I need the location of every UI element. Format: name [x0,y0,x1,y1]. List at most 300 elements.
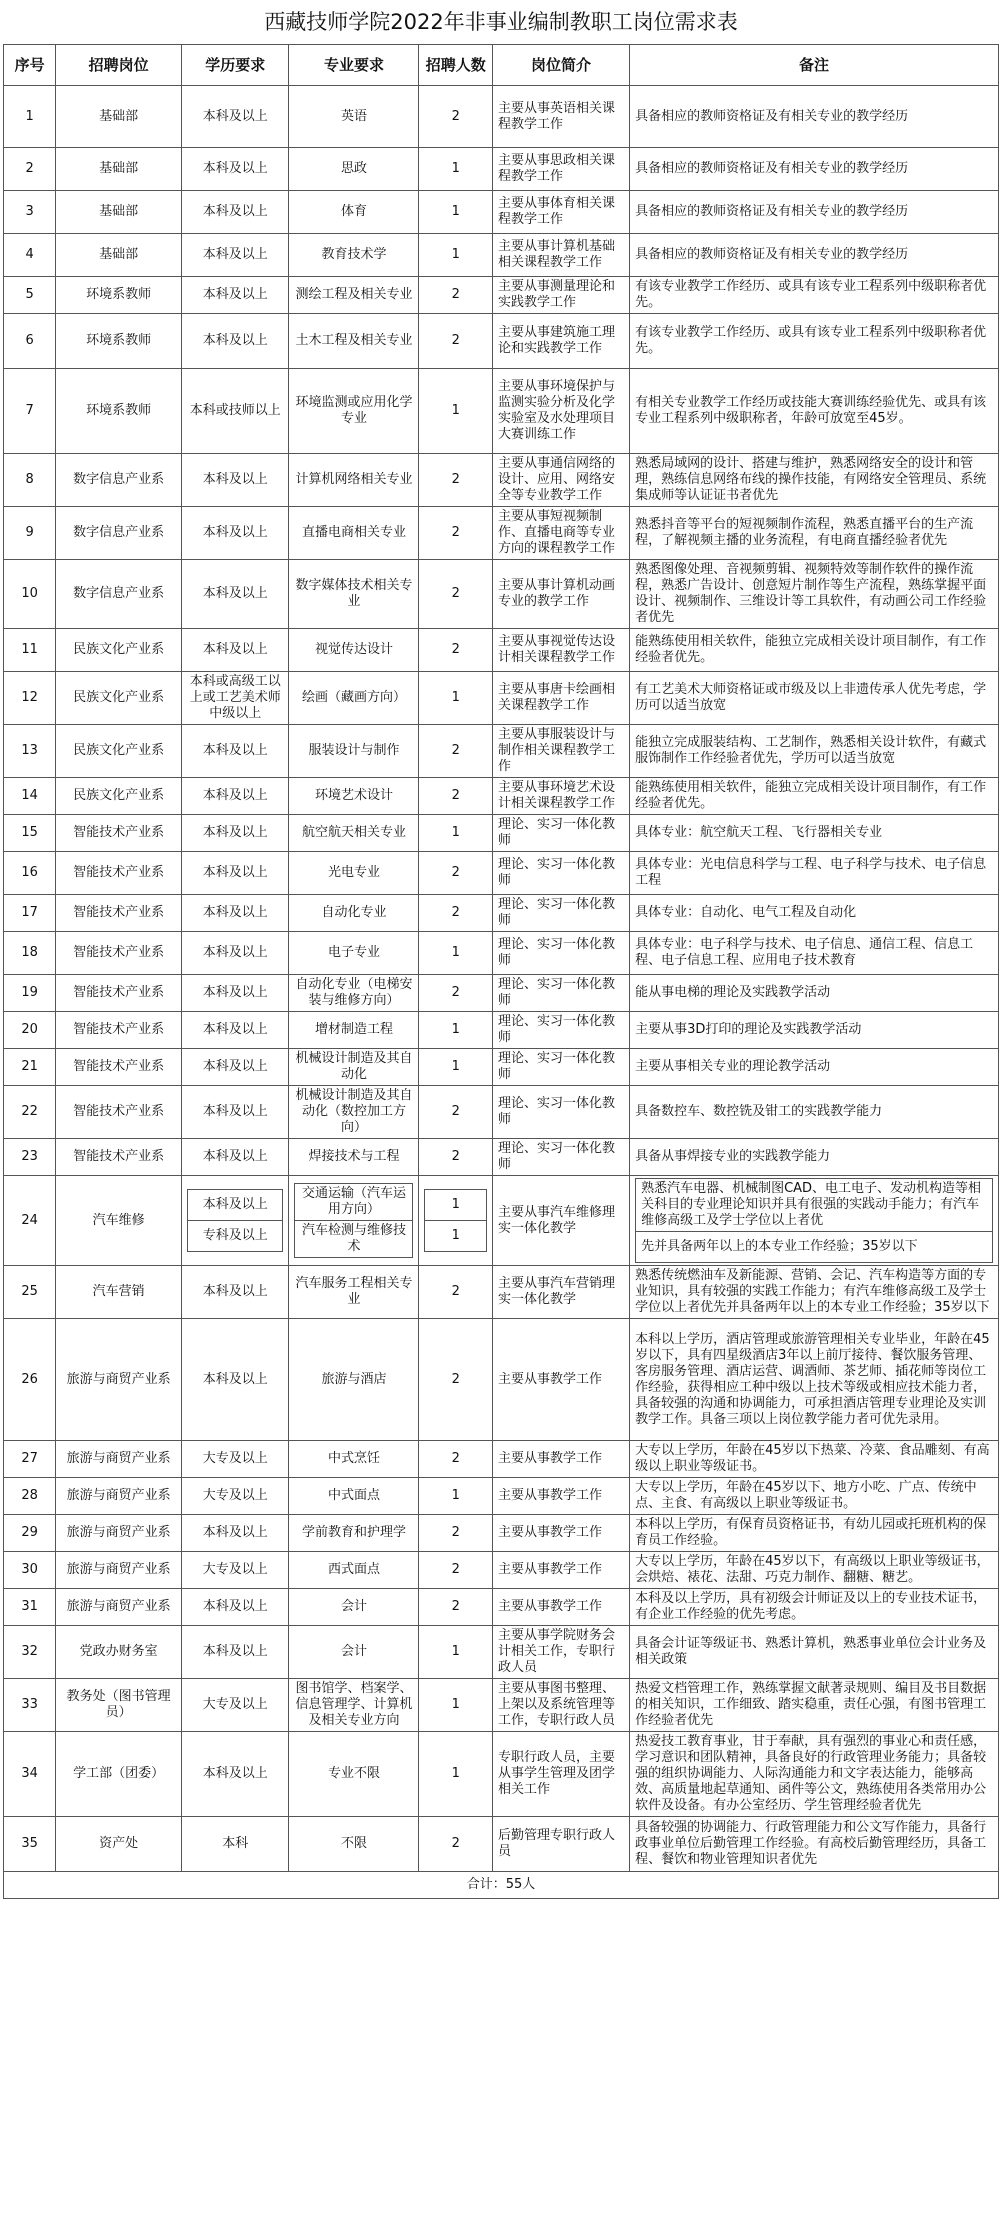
row-count: 2 [419,778,492,815]
row-no: 10 [4,560,56,629]
row-count: 1 [419,234,492,277]
row-edu: 本科及以上 [182,975,289,1012]
row-major: 图书馆学、档案学、信息管理学、计算机及相关专业方向 [289,1679,419,1732]
row-post: 旅游与商贸产业系 [56,1441,182,1478]
row-edu: 大专及以上 [182,1478,289,1515]
row-intro: 主要从事环境保护与监测实验分析及化学实验室及水处理项目大赛训练工作 [492,369,629,454]
row-note: 大专以上学历，年龄在45岁以下热菜、冷菜、食品雕刻、有高级以上职业等级证书。 [630,1441,999,1478]
row-intro: 主要从事教学工作 [492,1515,629,1552]
split-major [294,1183,413,1258]
row-count-split [419,1176,492,1266]
row-major: 焊接技术与工程 [289,1139,419,1176]
row-no: 29 [4,1515,56,1552]
row-no: 5 [4,277,56,314]
row-major: 自动化专业 [289,895,419,932]
row-count: 1 [419,1732,492,1817]
row-note: 主要从事3D打印的理论及实践教学活动 [630,1012,999,1049]
row-no: 25 [4,1266,56,1319]
row-count: 2 [419,560,492,629]
row-edu-split [182,1176,289,1266]
row-no: 1 [4,86,56,148]
row-intro: 主要从事短视频制作、直播电商等专业方向的课程教学工作 [492,507,629,560]
row-note: 热爱文档管理工作，熟练掌握文献著录规则、编目及书目数据的相关知识，工作细致、踏实稳重，责任心强，有图书管理工作经验者优先 [630,1679,999,1732]
row-note: 具备相应的教师资格证及有相关专业的教学经历 [630,86,999,148]
row-intro: 主要从事学院财务会计相关工作，专职行政人员 [492,1626,629,1679]
row-count: 2 [419,1515,492,1552]
row-post: 智能技术产业系 [56,1012,182,1049]
row-note: 热爱技工教育事业，甘于奉献，具有强烈的事业心和责任感，学习意识和团队精神，具备良好的行政管理业务能力；具备较强的组织协调能力、人际沟通能力和文字表达能力，能够高效、高质量地起草通知、函件等公文，熟练使用各类常用办公软件及设备。有办公室经历、学生管理经验者优先 [630,1732,999,1817]
row-major: 教育技术学 [289,234,419,277]
split-edu [187,1189,283,1252]
table-row [4,507,999,560]
row-major: 航空航天相关专业 [289,815,419,852]
row-note: 具备较强的协调能力、行政管理能力和公文写作能力，具备行政事业单位后勤管理工作经验。有高校后勤管理经历，具备工程、餐饮和物业管理知识者优先 [630,1817,999,1872]
row-post: 教务处（图书管理员） [56,1679,182,1732]
header-major: 专业要求 [289,45,419,86]
row-edu: 本科及以上 [182,454,289,507]
table-row [4,1552,999,1589]
recruitment-table [3,44,999,1899]
row-major: 体育 [289,191,419,234]
row-major: 中式面点 [289,1478,419,1515]
row-post: 民族文化产业系 [56,778,182,815]
row-no: 8 [4,454,56,507]
row-count: 2 [419,1266,492,1319]
row-count: 2 [419,86,492,148]
row-no: 6 [4,314,56,369]
table-row [4,1478,999,1515]
row-intro: 理论、实习一体化教师 [492,1139,629,1176]
row-intro: 主要从事英语相关课程教学工作 [492,86,629,148]
header-post: 招聘岗位 [56,45,182,86]
row-intro: 理论、实习一体化教师 [492,975,629,1012]
row-edu: 本科 [182,1817,289,1872]
table-row [4,1589,999,1626]
row-major: 西式面点 [289,1552,419,1589]
row-note: 能熟练使用相关软件，能独立完成相关设计项目制作，有工作经验者优先。 [630,629,999,672]
row-post: 智能技术产业系 [56,932,182,975]
row-count: 2 [419,725,492,778]
row-note: 具体专业：航空航天工程、飞行器相关专业 [630,815,999,852]
row-intro: 主要从事教学工作 [492,1319,629,1441]
row-count: 2 [419,1086,492,1139]
row-no: 35 [4,1817,56,1872]
row-note: 具备相应的教师资格证及有相关专业的教学经历 [630,191,999,234]
row-intro: 主要从事服装设计与制作相关课程教学工作 [492,725,629,778]
row-intro: 主要从事教学工作 [492,1589,629,1626]
row-major: 服装设计与制作 [289,725,419,778]
row-note: 有该专业教学工作经历、或具有该专业工程系列中级职称者优先。 [630,277,999,314]
row-major: 测绘工程及相关专业 [289,277,419,314]
row-edu: 本科及以上 [182,234,289,277]
row-major: 英语 [289,86,419,148]
row-note: 具体专业：电子科学与技术、电子信息、通信工程、信息工程、电子信息工程、应用电子技术教育 [630,932,999,975]
row-post: 智能技术产业系 [56,852,182,895]
row-note: 大专以上学历，年龄在45岁以下、地方小吃、广点、传统中点、主食、有高级以上职业等级证书。 [630,1478,999,1515]
row-intro: 后勤管理专职行政人员 [492,1817,629,1872]
row-major: 增材制造工程 [289,1012,419,1049]
row-major: 学前教育和护理学 [289,1515,419,1552]
row-post: 环境系教师 [56,369,182,454]
row-edu: 本科及以上 [182,895,289,932]
table-row [4,932,999,975]
row-post: 旅游与商贸产业系 [56,1552,182,1589]
row-note: 熟悉图像处理、音视频剪辑、视频特效等制作软件的操作流程，熟悉广告设计、创意短片制作等生产流程，熟练掌握平面设计、视频制作、三维设计等工具软件，有动画公司工作经验者优先 [630,560,999,629]
row-intro: 主要从事汽车维修理实一体化教学 [492,1176,629,1266]
row-edu: 本科及以上 [182,314,289,369]
split-major-value: 交通运输（汽车运用方向） [295,1184,413,1221]
row-intro: 主要从事通信网络的设计、应用、网络安全等专业教学工作 [492,454,629,507]
table-row [4,1139,999,1176]
row-edu: 本科或高级工以上或工艺美术师中级以上 [182,672,289,725]
row-edu: 本科及以上 [182,629,289,672]
row-major: 电子专业 [289,932,419,975]
table-row [4,1817,999,1872]
row-note: 熟悉局域网的设计、搭建与维护，熟悉网络安全的设计和管理，熟练信息网络布线的操作技能，有网络安全管理员、系统集成师等认证证书者优先 [630,454,999,507]
row-intro: 专职行政人员，主要从事学生管理及团学相关工作 [492,1732,629,1817]
row-intro: 主要从事建筑施工理论和实践教学工作 [492,314,629,369]
row-major: 绘画（藏画方向） [289,672,419,725]
row-count: 1 [419,191,492,234]
header-count: 招聘人数 [419,45,492,86]
table-row [4,895,999,932]
row-no: 31 [4,1589,56,1626]
table-row [4,725,999,778]
row-intro: 主要从事唐卡绘画相关课程教学工作 [492,672,629,725]
row-intro: 理论、实习一体化教师 [492,1012,629,1049]
row-post: 环境系教师 [56,314,182,369]
header-edu: 学历要求 [182,45,289,86]
row-count: 1 [419,932,492,975]
row-count: 2 [419,629,492,672]
row-post: 民族文化产业系 [56,672,182,725]
row-note: 能熟练使用相关软件，能独立完成相关设计项目制作，有工作经验者优先。 [630,778,999,815]
split-edu-value: 本科及以上 [188,1190,283,1221]
row-post: 数字信息产业系 [56,507,182,560]
row-note: 具备会计证等级证书、熟悉计算机，熟悉事业单位会计业务及相关政策 [630,1626,999,1679]
row-intro: 主要从事计算机动画专业的教学工作 [492,560,629,629]
row-note: 具备从事焊接专业的实践教学能力 [630,1139,999,1176]
row-no: 17 [4,895,56,932]
table-row [4,1176,999,1266]
row-post: 党政办财务室 [56,1626,182,1679]
row-post: 汽车营销 [56,1266,182,1319]
row-intro: 理论、实习一体化教师 [492,852,629,895]
row-note: 具体专业：光电信息科学与工程、电子科学与技术、电子信息工程 [630,852,999,895]
row-no: 12 [4,672,56,725]
table-row [4,1732,999,1817]
row-major-split [289,1176,419,1266]
row-intro: 理论、实习一体化教师 [492,1086,629,1139]
row-no: 33 [4,1679,56,1732]
row-count: 2 [419,1552,492,1589]
row-no: 18 [4,932,56,975]
row-major: 自动化专业（电梯安装与维修方向） [289,975,419,1012]
row-major: 中式烹饪 [289,1441,419,1478]
row-post: 资产处 [56,1817,182,1872]
table-row [4,234,999,277]
row-no: 26 [4,1319,56,1441]
row-intro: 理论、实习一体化教师 [492,815,629,852]
row-count: 2 [419,975,492,1012]
row-no: 2 [4,148,56,191]
row-intro: 主要从事思政相关课程教学工作 [492,148,629,191]
row-edu: 本科或技师以上 [182,369,289,454]
row-note: 具备数控车、数控铣及钳工的实践教学能力 [630,1086,999,1139]
row-no: 16 [4,852,56,895]
row-post: 数字信息产业系 [56,454,182,507]
total-cell: 合计：55人 [4,1872,999,1899]
row-post: 旅游与商贸产业系 [56,1478,182,1515]
row-count: 2 [419,314,492,369]
row-edu: 本科及以上 [182,932,289,975]
row-edu: 本科及以上 [182,507,289,560]
row-post: 旅游与商贸产业系 [56,1589,182,1626]
row-edu: 本科及以上 [182,1589,289,1626]
row-no: 30 [4,1552,56,1589]
row-edu: 本科及以上 [182,1319,289,1441]
split-edu-value: 专科及以上 [188,1221,283,1252]
row-major: 思政 [289,148,419,191]
row-intro: 主要从事教学工作 [492,1441,629,1478]
row-major: 计算机网络相关专业 [289,454,419,507]
table-row [4,1319,999,1441]
row-post: 基础部 [56,234,182,277]
table-row [4,672,999,725]
row-no: 15 [4,815,56,852]
split-note-value: 先并具备两年以上的本专业工作经验；35岁以下 [636,1232,993,1263]
row-edu: 本科及以上 [182,1732,289,1817]
row-edu: 本科及以上 [182,1515,289,1552]
row-no: 4 [4,234,56,277]
header-intro: 岗位简介 [492,45,629,86]
row-intro: 主要从事环境艺术设计相关课程教学工作 [492,778,629,815]
row-no: 11 [4,629,56,672]
row-no: 27 [4,1441,56,1478]
table-row [4,1515,999,1552]
row-no: 13 [4,725,56,778]
row-edu: 本科及以上 [182,778,289,815]
split-count-value: 1 [425,1190,486,1221]
row-edu: 本科及以上 [182,86,289,148]
row-edu: 大专及以上 [182,1552,289,1589]
row-edu: 本科及以上 [182,1012,289,1049]
row-count: 2 [419,454,492,507]
split-note-value: 熟悉汽车电器、机械制图CAD、电工电子、发动机构造等相关科目的专业理论知识并具有很强的实践动手能力；有汽车维修高级工及学士学位以上者优 [636,1179,993,1232]
header-no: 序号 [4,45,56,86]
row-no: 22 [4,1086,56,1139]
row-count: 1 [419,369,492,454]
row-intro: 理论、实习一体化教师 [492,932,629,975]
row-note: 具备相应的教师资格证及有相关专业的教学经历 [630,234,999,277]
table-row [4,560,999,629]
table-row [4,1266,999,1319]
row-count: 1 [419,148,492,191]
row-post: 汽车维修 [56,1176,182,1266]
row-post: 数字信息产业系 [56,560,182,629]
header-note: 备注 [630,45,999,86]
table-row [4,1049,999,1086]
table-row [4,1679,999,1732]
row-no: 21 [4,1049,56,1086]
table-row [4,86,999,148]
row-major: 环境艺术设计 [289,778,419,815]
row-intro: 主要从事图书整理、上架以及系统管理等工作，专职行政人员 [492,1679,629,1732]
row-count: 1 [419,1679,492,1732]
row-intro: 主要从事教学工作 [492,1552,629,1589]
total-row [4,1872,999,1899]
row-major: 土木工程及相关专业 [289,314,419,369]
table-row [4,975,999,1012]
row-no: 28 [4,1478,56,1515]
row-edu: 本科及以上 [182,1626,289,1679]
row-no: 20 [4,1012,56,1049]
row-no: 34 [4,1732,56,1817]
row-intro: 主要从事测量理论和实践教学工作 [492,277,629,314]
row-post: 民族文化产业系 [56,725,182,778]
row-note: 有工艺美术大师资格证或市级及以上非遗传承人优先考虑，学历可以适当放宽 [630,672,999,725]
row-note: 能从事电梯的理论及实践教学活动 [630,975,999,1012]
row-post: 智能技术产业系 [56,975,182,1012]
row-note: 具体专业：自动化、电气工程及自动化 [630,895,999,932]
row-intro: 主要从事教学工作 [492,1478,629,1515]
row-note: 本科以上学历，酒店管理或旅游管理相关专业毕业，年龄在45岁以下，具有四星级酒店3年以上前厅接待、餐饮服务管理、客房服务管理、酒店运营、调酒师、茶艺师、插花师等岗位工作经验，获得相应工种中级以上技术等级或相应技术能力者，具备较强的沟通和协调能力，可承担酒店管理专业理论及实训教学工作。具备三项以上岗位教学能力者可优先录用。 [630,1319,999,1441]
row-note: 熟悉抖音等平台的短视频制作流程，熟悉直播平台的生产流程，了解视频主播的业务流程，有电商直播经验者优先 [630,507,999,560]
row-edu: 本科及以上 [182,191,289,234]
table-row [4,1086,999,1139]
row-edu: 本科及以上 [182,1049,289,1086]
row-post: 智能技术产业系 [56,815,182,852]
row-post: 环境系教师 [56,277,182,314]
row-intro: 主要从事汽车营销理实一体化教学 [492,1266,629,1319]
table-row [4,314,999,369]
table-row [4,1626,999,1679]
row-count: 1 [419,1049,492,1086]
row-major: 机械设计制造及其自动化（数控加工方向） [289,1086,419,1139]
row-edu: 本科及以上 [182,560,289,629]
row-edu: 大专及以上 [182,1441,289,1478]
row-edu: 大专及以上 [182,1679,289,1732]
row-post: 学工部（团委） [56,1732,182,1817]
row-count: 2 [419,1319,492,1441]
row-intro: 理论、实习一体化教师 [492,1049,629,1086]
row-post: 智能技术产业系 [56,895,182,932]
row-major: 数字媒体技术相关专业 [289,560,419,629]
table-row [4,454,999,507]
row-count: 1 [419,672,492,725]
row-edu: 本科及以上 [182,148,289,191]
row-edu: 本科及以上 [182,815,289,852]
row-post: 民族文化产业系 [56,629,182,672]
row-count: 2 [419,1441,492,1478]
row-major: 直播电商相关专业 [289,507,419,560]
row-note-split [630,1176,999,1266]
row-count: 1 [419,1478,492,1515]
row-major: 光电专业 [289,852,419,895]
row-intro: 主要从事体育相关课程教学工作 [492,191,629,234]
row-intro: 理论、实习一体化教师 [492,895,629,932]
row-post: 旅游与商贸产业系 [56,1319,182,1441]
row-post: 基础部 [56,191,182,234]
row-edu: 本科及以上 [182,1086,289,1139]
row-edu: 本科及以上 [182,277,289,314]
row-major: 视觉传达设计 [289,629,419,672]
row-major: 不限 [289,1817,419,1872]
row-edu: 本科及以上 [182,1139,289,1176]
row-count: 2 [419,1817,492,1872]
row-post: 智能技术产业系 [56,1049,182,1086]
header-row [4,45,999,86]
row-note: 主要从事相关专业的理论教学活动 [630,1049,999,1086]
row-count: 1 [419,1012,492,1049]
row-no: 32 [4,1626,56,1679]
split-count-value: 1 [425,1221,486,1252]
row-note: 本科及以上学历，具有初级会计师证及以上的专业技术证书，有企业工作经验的优先考虑。 [630,1589,999,1626]
row-note: 本科以上学历，有保育员资格证书，有幼儿园或托班机构的保育员工作经验。 [630,1515,999,1552]
split-major-value: 汽车检测与维修技术 [295,1221,413,1258]
row-major: 汽车服务工程相关专业 [289,1266,419,1319]
row-post: 智能技术产业系 [56,1139,182,1176]
row-note: 能独立完成服装结构、工艺制作，熟悉相关设计软件，有藏式服饰制作工作经验者优先，学历可以适当放宽 [630,725,999,778]
row-no: 14 [4,778,56,815]
table-row [4,815,999,852]
row-no: 24 [4,1176,56,1266]
row-no: 9 [4,507,56,560]
row-no: 19 [4,975,56,1012]
row-edu: 本科及以上 [182,725,289,778]
table-row [4,629,999,672]
row-note: 熟悉传统燃油车及新能源、营销、会记、汽车构造等方面的专业知识，具有较强的实践工作能力；有汽车维修高级工及学士学位以上者优先并具备两年以上的本专业工作经验；35岁以下 [630,1266,999,1319]
row-count: 2 [419,277,492,314]
row-edu: 本科及以上 [182,852,289,895]
row-post: 智能技术产业系 [56,1086,182,1139]
row-note: 具备相应的教师资格证及有相关专业的教学经历 [630,148,999,191]
row-major: 专业不限 [289,1732,419,1817]
row-post: 旅游与商贸产业系 [56,1515,182,1552]
table-row [4,369,999,454]
row-count: 2 [419,507,492,560]
row-major: 会计 [289,1626,419,1679]
row-count: 2 [419,1589,492,1626]
row-count: 1 [419,1626,492,1679]
row-post: 基础部 [56,86,182,148]
row-no: 7 [4,369,56,454]
row-count: 2 [419,852,492,895]
row-note: 有相关专业教学工作经历或技能大赛训练经验优先、或具有该专业工程系列中级职称者，年龄可放宽至45岁。 [630,369,999,454]
page-title: 西藏技师学院2022年非事业编制教职工岗位需求表 [264,10,738,34]
row-edu: 本科及以上 [182,1266,289,1319]
row-major: 旅游与酒店 [289,1319,419,1441]
row-count: 1 [419,815,492,852]
row-major: 会计 [289,1589,419,1626]
row-no: 23 [4,1139,56,1176]
table-row [4,191,999,234]
table-row [4,852,999,895]
split-count [424,1189,486,1252]
table-row [4,778,999,815]
row-major: 机械设计制造及其自动化 [289,1049,419,1086]
row-count: 2 [419,895,492,932]
table-row [4,1441,999,1478]
row-intro: 主要从事计算机基础相关课程教学工作 [492,234,629,277]
table-row [4,277,999,314]
row-no: 3 [4,191,56,234]
row-note: 有该专业教学工作经历、或具有该专业工程系列中级职称者优先。 [630,314,999,369]
row-major: 环境监测或应用化学专业 [289,369,419,454]
row-count: 2 [419,1139,492,1176]
table-row [4,1012,999,1049]
row-intro: 主要从事视觉传达设计相关课程教学工作 [492,629,629,672]
